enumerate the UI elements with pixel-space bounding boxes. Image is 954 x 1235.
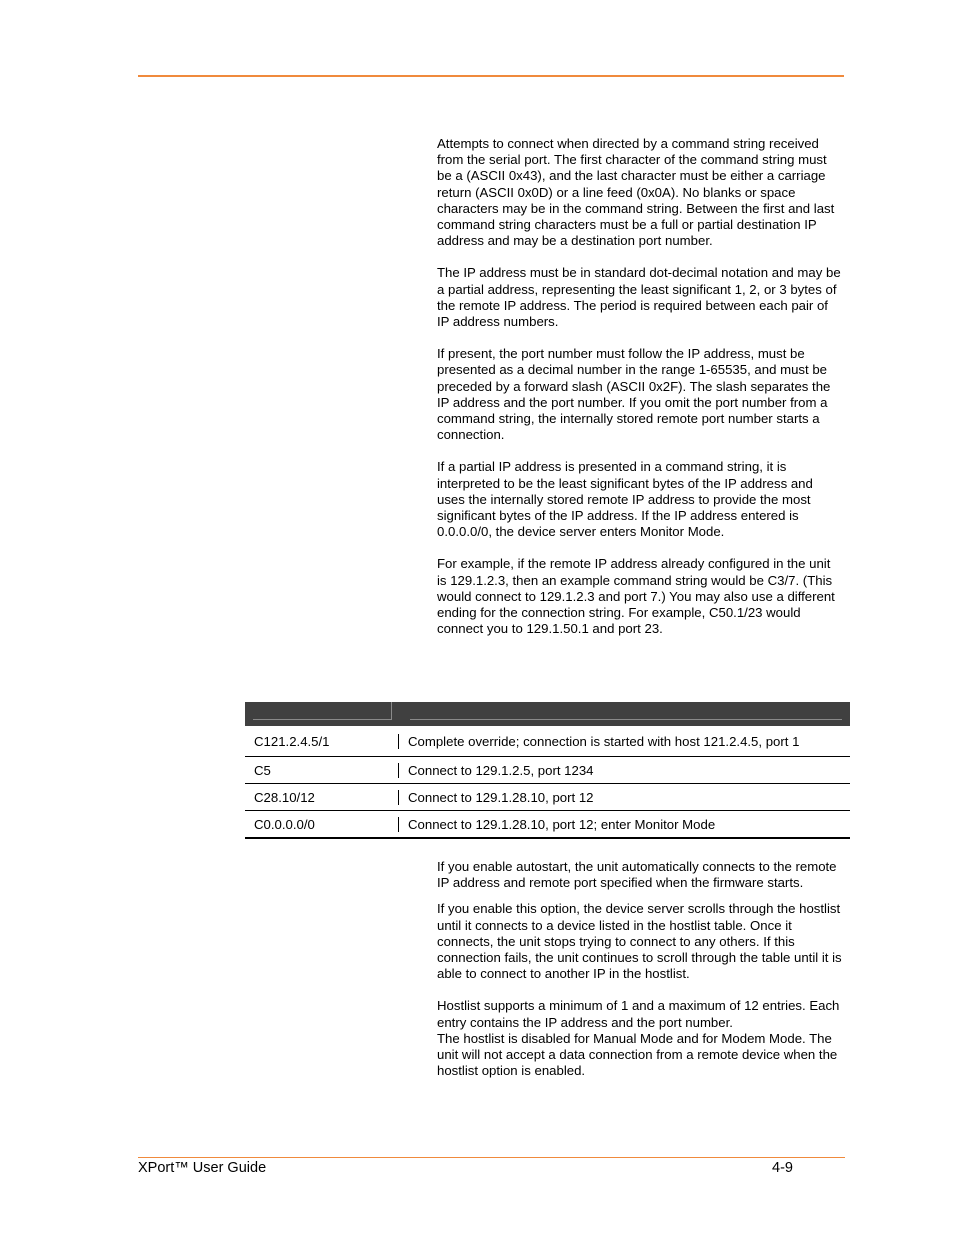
command-string-table: [245, 702, 850, 839]
paragraph: For example, if the remote IP address already configured in the unit is 129.1.2.3, then an example command string would be C3/7. (This would connect to 129.1.2.3 and port 7.) You may also use a different ending for the connection string. For example, C50.1/23 would connect you to 129.1.50.1 and port 23.: [437, 556, 835, 637]
command-cell: C5: [245, 763, 399, 778]
command-cell: C121.2.4.5/1: [245, 734, 399, 749]
footer-title: XPort™ User Guide: [138, 1160, 267, 1176]
table-header-cell: [253, 702, 392, 720]
header-rule: [138, 75, 844, 77]
page-number: 4-9: [772, 1160, 793, 1176]
table-row: [245, 726, 850, 757]
result-cell: Connect to 129.1.28.10, port 12; enter Monitor Mode: [408, 816, 716, 832]
result-cell: Complete override; connection is started with host 121.2.4.5, port 1: [408, 733, 800, 749]
paragraph: If a partial IP address is presented in a command string, it is interpreted to be the least significant bytes of the IP address and uses the internally stored remote IP address to provide the most significant bytes of the IP address. If the IP address entered is 0.0.0.0/0, the device server enters Monitor Mode.: [437, 459, 813, 540]
table-header-cell: [410, 702, 842, 720]
autostart-hostlist-description: [437, 859, 842, 1079]
result-cell: Connect to 129.1.2.5, port 1234: [408, 762, 594, 778]
command-cell: C0.0.0.0/0: [245, 817, 399, 832]
paragraph: If present, the port number must follow the IP address, must be presented as a decimal number in the range 1-65535, and must be preceded by a forward slash (ASCII 0x2F). The slash separates the IP address and the port number. If you omit the port number from a command string, the internally stored remote port number starts a connection.: [437, 346, 831, 443]
hostlist-paragraph: If you enable this option, the device server scrolls through the hostlist until it connects to a device listed in the hostlist table. Once it connects, the unit stops trying to connect to any others. If this connection fails, the unit continues to scroll through the table until it is able to connect to another IP in the hostlist.: [437, 901, 842, 982]
footer-rule: [138, 1157, 845, 1158]
table-row: [245, 811, 850, 839]
hostlist-note: Hostlist supports a minimum of 1 and a maximum of 12 entries. Each entry contains the IP address and the port number.: [437, 998, 840, 1030]
table-row: [245, 784, 850, 811]
table-row: [245, 757, 850, 784]
table-header: [245, 702, 850, 726]
autostart-paragraph: If you enable autostart, the unit automatically connects to the remote IP address and remote port specified when the firmware starts.: [437, 859, 837, 891]
command-cell: C28.10/12: [245, 790, 399, 805]
command-mode-description: [437, 136, 842, 653]
paragraph: The IP address must be in standard dot-decimal notation and may be a partial address, representing the least significant 1, 2, or 3 bytes of the remote IP address. The period is required between each pair of IP address numbers.: [437, 265, 841, 330]
paragraph: Attempts to connect when directed by a command string received from the serial port. The first character of the command string must be a (ASCII 0x43), and the last character must be either a carriage return (ASCII 0x0D) or a line feed (0x0A). No blanks or space characters may be in the command string. Between the first and last command string characters must be a full or partial destination IP address and may be a destination port number.: [437, 136, 835, 249]
hostlist-note: The hostlist is disabled for Manual Mode and for Modem Mode. The unit will not accept a data connection from a remote device when the hostlist option is enabled.: [437, 1030, 838, 1079]
result-cell: Connect to 129.1.28.10, port 12: [408, 789, 594, 805]
